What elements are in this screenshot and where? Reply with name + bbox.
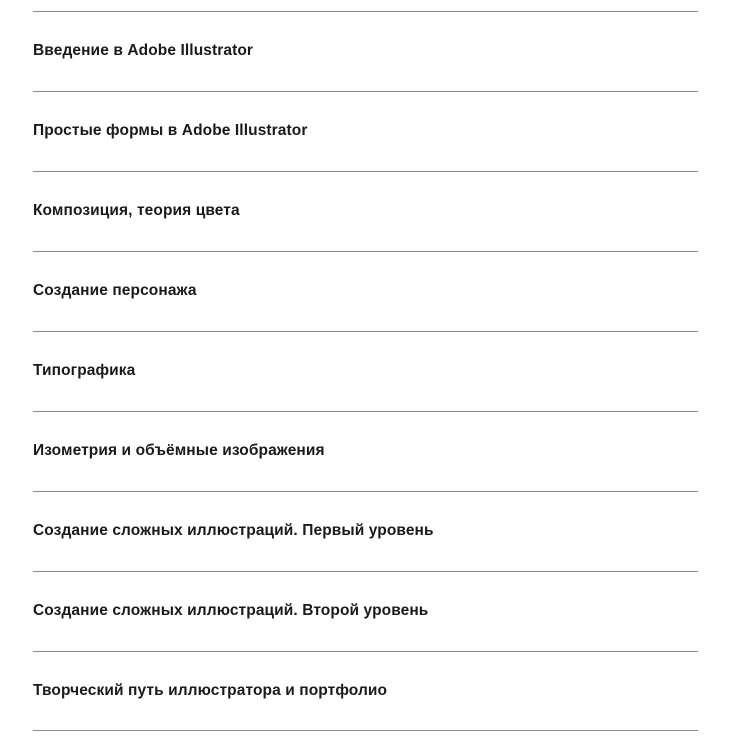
module-row[interactable] — [33, 11, 698, 91]
module-row[interactable] — [33, 571, 698, 651]
module-title: Создание персонажа — [33, 282, 197, 300]
module-title: Творческий путь иллюстратора и портфолио — [33, 681, 388, 699]
module-row[interactable] — [33, 91, 698, 171]
module-row[interactable] — [33, 651, 698, 731]
module-row[interactable] — [33, 331, 698, 411]
module-title: Изометрия и объёмные изображения — [33, 442, 325, 460]
module-title: Введение в Adobe Illustrator — [33, 42, 254, 60]
module-row[interactable] — [33, 411, 698, 491]
module-row[interactable] — [33, 251, 698, 331]
module-title: Композиция, теория цвета — [33, 202, 240, 220]
module-title: Создание сложных иллюстраций. Первый уровень — [33, 522, 434, 540]
module-row[interactable] — [33, 171, 698, 251]
list-top-spacer — [0, 0, 731, 11]
module-title: Создание сложных иллюстраций. Второй уровень — [33, 602, 429, 620]
module-title: Типографика — [33, 362, 136, 380]
module-title: Простые формы в Adobe Illustrator — [33, 122, 308, 140]
module-row[interactable] — [33, 491, 698, 571]
